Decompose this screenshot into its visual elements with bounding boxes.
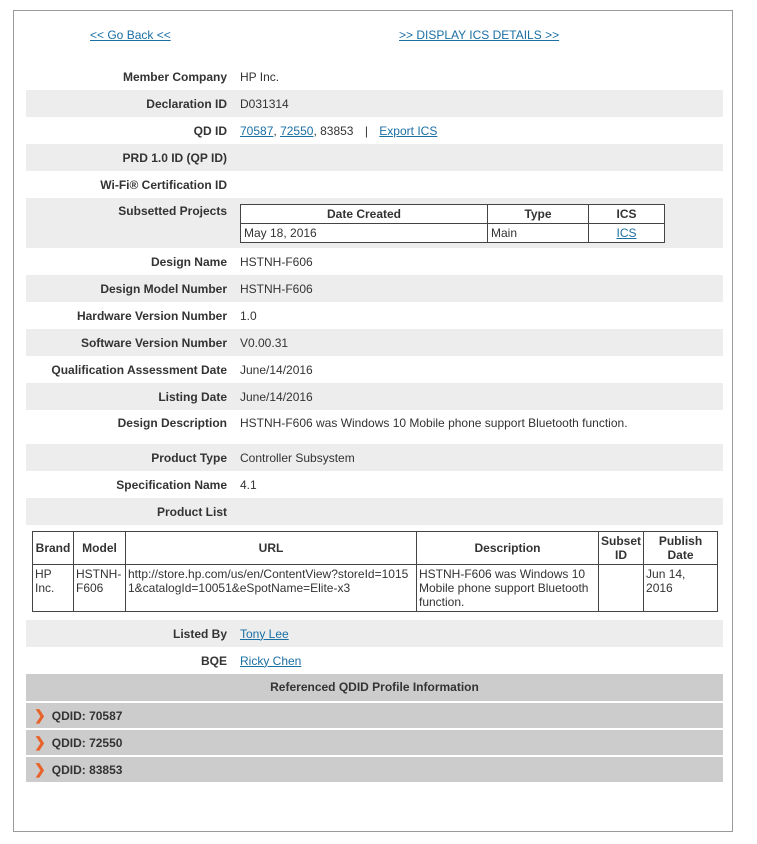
row-prd-id (26, 144, 723, 171)
row-specification-name (26, 471, 723, 498)
design-description-value: HSTNH-F606 was Windows 10 Mobile phone support Bluetooth function. (240, 416, 628, 430)
row-wifi-cert (26, 171, 723, 198)
subsetted-projects-value (233, 198, 723, 248)
cell-model: HSTNH-F606 (74, 565, 126, 612)
chevron-right-icon: ❯ (34, 734, 46, 750)
prd-id-label: PRD 1.0 ID (QP ID) (122, 150, 227, 165)
hardware-version-value: 1.0 (240, 308, 257, 323)
product-list-wrapper (26, 525, 723, 620)
qdid-link-70587[interactable]: 70587 (240, 123, 274, 138)
cell-ics (589, 224, 665, 243)
go-back-link[interactable]: << Go Back << (90, 28, 171, 42)
qdid-link-72550[interactable]: 72550 (280, 123, 314, 138)
qdid-profile-label: QDID: 83853 (51, 762, 123, 777)
hardware-version-label: Hardware Version Number (76, 308, 227, 323)
table-header-row (241, 205, 665, 224)
qualification-date-label: Qualification Assessment Date (51, 362, 227, 377)
table-row (33, 565, 718, 612)
qdid-profile-83853[interactable] (26, 757, 723, 782)
specification-name-value: 4.1 (240, 477, 257, 492)
listed-by-label: Listed By (172, 626, 227, 641)
row-design-name (26, 248, 723, 275)
qdid-plain-83853: , 83853 (313, 123, 354, 138)
row-software-version (26, 329, 723, 356)
qdid-separator: | (364, 123, 368, 138)
col-subset-id: Subset ID (599, 532, 644, 565)
col-brand: Brand (33, 532, 74, 565)
product-list-table (32, 531, 718, 612)
listed-by-link[interactable]: Tony Lee (240, 626, 289, 641)
qdid-profile-label: QDID: 70587 (51, 708, 123, 723)
cell-publish-date: Jun 14, 2016 (644, 565, 718, 612)
table-header-row (33, 532, 718, 565)
chevron-right-icon: ❯ (34, 707, 46, 723)
row-qualification-date (26, 356, 723, 383)
bqe-label: BQE (200, 653, 227, 668)
page-frame (13, 10, 733, 832)
table-row (241, 224, 665, 243)
chevron-right-icon: ❯ (34, 761, 46, 777)
listing-date-label: Listing Date (158, 389, 227, 404)
declaration-details (26, 63, 723, 782)
design-description-label: Design Description (117, 416, 227, 430)
subsetted-projects-table (240, 204, 665, 243)
col-date-created: Date Created (241, 205, 488, 224)
cell-subset-id (599, 565, 644, 612)
col-type: Type (488, 205, 589, 224)
design-model-value: HSTNH-F606 (240, 281, 313, 296)
design-model-label: Design Model Number (100, 281, 227, 296)
member-company-label: Member Company (122, 69, 227, 84)
declaration-id-value: D031314 (240, 96, 289, 111)
cell-brand: HP Inc. (33, 565, 74, 612)
row-declaration-id (26, 90, 723, 117)
ics-link[interactable]: ICS (616, 226, 637, 240)
export-ics-link[interactable]: Export ICS (379, 123, 438, 138)
design-name-label: Design Name (150, 254, 227, 269)
bqe-value (233, 654, 723, 668)
product-type-label: Product Type (151, 450, 227, 465)
software-version-value: V0.00.31 (240, 335, 289, 350)
specification-name-label: Specification Name (116, 477, 227, 492)
qualification-date-value: June/14/2016 (240, 362, 313, 377)
cell-url: http://store.hp.com/us/en/ContentView?storeId=10151&catalogId=10051&eSpotName=Elite-x3 (126, 565, 417, 612)
subsetted-projects-label: Subsetted Projects (118, 204, 227, 218)
referenced-qdid-header: Referenced QDID Profile Information (26, 674, 723, 701)
col-url: URL (126, 532, 417, 565)
col-ics: ICS (589, 205, 665, 224)
row-hardware-version (26, 302, 723, 329)
row-bqe (26, 647, 723, 674)
row-subsetted-projects (26, 198, 723, 248)
product-list-label: Product List (156, 504, 227, 519)
listing-date-value: June/14/2016 (240, 389, 313, 404)
software-version-label: Software Version Number (80, 335, 227, 350)
cell-type: Main (488, 224, 589, 243)
qdid-profile-70587[interactable] (26, 703, 723, 728)
row-design-description (26, 410, 723, 444)
row-member-company (26, 63, 723, 90)
wifi-cert-label: Wi-Fi® Certification ID (100, 177, 227, 192)
qdid-profile-72550[interactable] (26, 730, 723, 755)
display-ics-details-link[interactable]: >> DISPLAY ICS DETAILS >> (399, 28, 560, 42)
col-description: Description (417, 532, 599, 565)
product-type-value: Controller Subsystem (240, 450, 355, 465)
row-product-type (26, 444, 723, 471)
declaration-id-label: Declaration ID (146, 96, 227, 111)
row-design-model (26, 275, 723, 302)
row-qd-id (26, 117, 723, 144)
cell-description: HSTNH-F606 was Windows 10 Mobile phone support Bluetooth function. (417, 565, 599, 612)
qdid-profile-label: QDID: 72550 (51, 735, 123, 750)
col-publish-date: Publish Date (644, 532, 718, 565)
row-product-list (26, 498, 723, 525)
row-listing-date (26, 383, 723, 410)
row-listed-by (26, 620, 723, 647)
listed-by-value (233, 627, 723, 641)
design-name-value: HSTNH-F606 (240, 254, 313, 269)
top-navigation (14, 28, 732, 44)
qd-id-label: QD ID (193, 123, 227, 138)
cell-date-created: May 18, 2016 (241, 224, 488, 243)
col-model: Model (74, 532, 126, 565)
bqe-link[interactable]: Ricky Chen (240, 653, 302, 668)
qd-id-value (233, 124, 723, 138)
member-company-value: HP Inc. (240, 69, 280, 84)
qdid-comma: , (273, 123, 277, 138)
